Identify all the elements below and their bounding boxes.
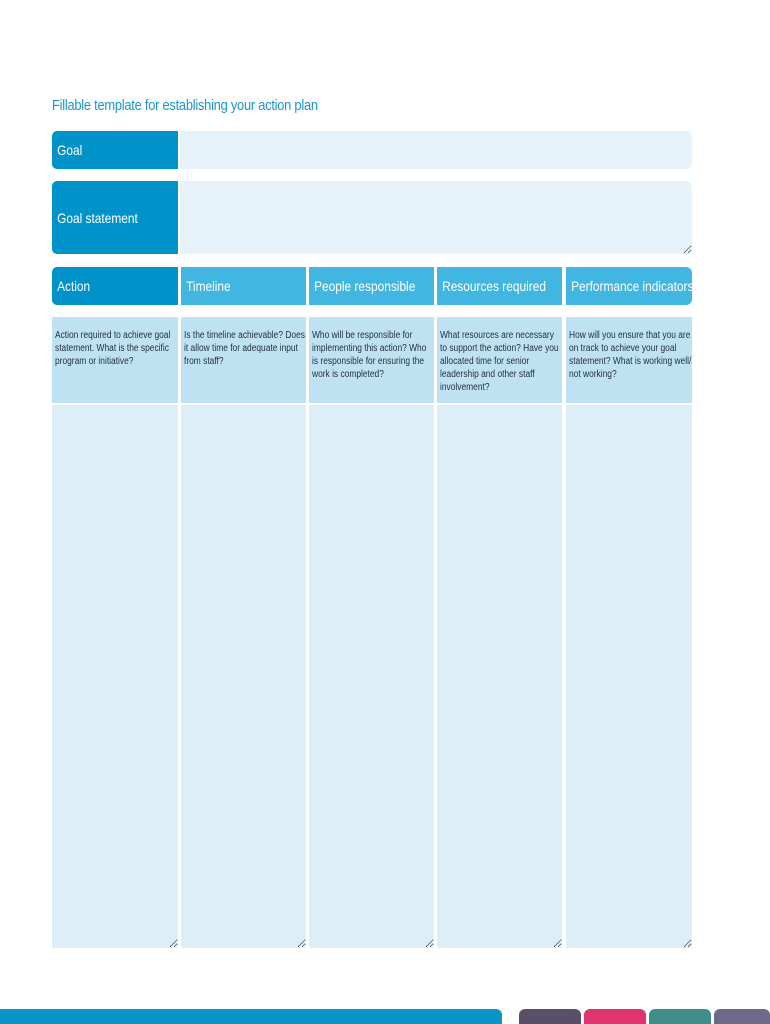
footer-tab: [519, 1009, 581, 1024]
column-description-action: Action required to achieve goal statement. What is the specific program or initiative?: [52, 317, 178, 403]
column-description-timeline: Is the timeline achievable? Does it allow time for adequate input from staff?: [181, 317, 306, 403]
column-description-people-responsible: Who will be responsible for implementing this action? Who is responsible for ensuring the work is completed?: [309, 317, 434, 403]
goal-statement-field[interactable]: [180, 181, 692, 254]
page-title: Fillable template for establishing your action plan: [52, 97, 318, 114]
footer-bar: [0, 1009, 502, 1024]
footer-tab: [649, 1009, 711, 1024]
column-description-performance-indicators: How will you ensure that you are on track to achieve your goal statement? What is working well/ not working?: [566, 317, 692, 403]
people-responsible-input[interactable]: [309, 405, 434, 948]
footer-tab: [584, 1009, 646, 1024]
goal-statement-label: Goal statement: [52, 181, 178, 254]
resources-required-input[interactable]: [437, 405, 562, 948]
column-header-performance-indicators: Performance indicators: [566, 267, 692, 305]
performance-indicators-input[interactable]: [566, 405, 692, 948]
column-header-action: Action: [52, 267, 178, 305]
column-description-resources-required: What resources are necessary to support the action? Have you allocated time for senior leadership and other staff involvement?: [437, 317, 562, 403]
action-input[interactable]: [52, 405, 178, 948]
column-header-timeline: Timeline: [181, 267, 306, 305]
goal-field[interactable]: [180, 131, 692, 169]
goal-label: Goal: [52, 131, 178, 169]
timeline-input[interactable]: [181, 405, 306, 948]
column-header-people-responsible: People responsible: [309, 267, 434, 305]
footer-tab: [714, 1009, 770, 1024]
column-header-resources-required: Resources required: [437, 267, 562, 305]
